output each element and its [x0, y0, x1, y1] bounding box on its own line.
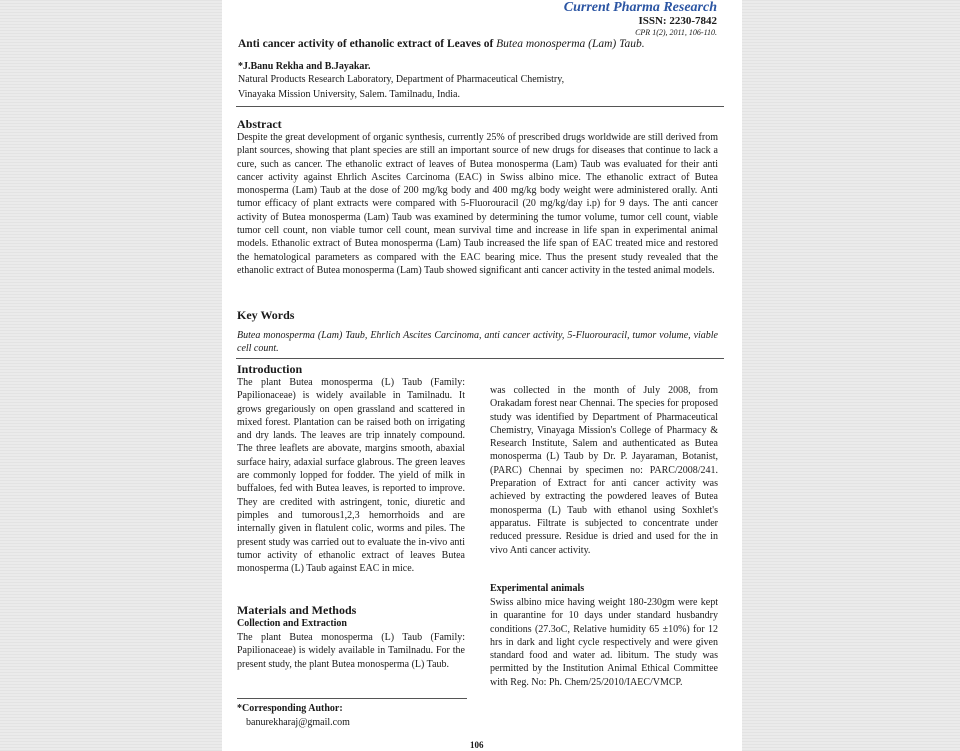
- journal-name: Current Pharma Research: [563, 0, 717, 15]
- keywords-heading: Key Words: [237, 308, 295, 322]
- paper-title: Anti cancer activity of ethanolic extract of Leaves of Butea monosperma (Lam) Taub.: [238, 38, 645, 50]
- collection-text-continued: was collected in the month of July 2008, from Orakadam forest near Chennai. The species for proposed study was identified by Department of Pharmaceutical Chemistry, Vinayaga Mission's College of Pharmacy & Research Institute, Salem and authenticated as Butea monosperma (L) Taub by Dr. P. Jayaraman, Botanist, (PARC) Chennai by specimen no: PARC/2008/241. Preparation of Extract for anti cancer activity was achieved by extracting the powdered leaves of Butea monosperma (L) Taub with ethanol using Soxhlet's apparatus. Filtrate is subjected to concentrate under reduced pressure. Residue is dried and used for the in vivo Anti cancer activity.: [490, 385, 718, 556]
- abstract-heading: Abstract: [237, 117, 282, 131]
- citation: CPR 1(2), 2011, 106-110.: [635, 28, 717, 37]
- corresponding-label: *Corresponding Author:: [237, 703, 343, 714]
- divider: [236, 106, 724, 107]
- collection-text: The plant Butea monosperma (L) Taub (Family: Papilionaceae) is widely available in Tamilnadu. For the present study, the plant Butea monosperma (L) Taub.: [237, 632, 465, 670]
- collection-subheading: Collection and Extraction: [237, 618, 347, 629]
- affiliation-line-2: Vinayaka Mission University, Salem. Tamilnadu, India.: [238, 89, 460, 100]
- authors: *J.Banu Rekha and B.Jayakar.: [238, 61, 371, 72]
- corresponding-email[interactable]: banurekharaj@gmail.com: [246, 717, 350, 728]
- page-number: 106: [470, 740, 484, 750]
- divider: [236, 358, 724, 359]
- keywords-text: Butea monosperma (Lam) Taub, Ehrlich Ascites Carcinoma, anti cancer activity, 5-Fluorouracil, tumor volume, viable cell count.: [237, 330, 718, 355]
- introduction-heading: Introduction: [237, 362, 303, 376]
- affiliation-line-1: Natural Products Research Laboratory, Department of Pharmaceutical Chemistry,: [238, 74, 565, 85]
- abstract-text: Despite the great development of organic synthesis, currently 25% of prescribed drugs worldwide are still derived from plant sources, showing that plant species are still an important source of new drugs for diseases that continue to lack a cure, such as cancer. The ethanolic extract of leaves of Butea monosperma (Lam) Taub was evaluated for their anti cancer activity against Ehrlich Ascites Carcinoma (EAC) in Swiss albino mice. The ethanolic extract of Butea monosperma (Lam) Taub at the dose of 200 mg/kg body and 400 mg/kg body weight were administered orally. Anti tumor efficacy of plant extracts were compared with 5-Fluorouracil (20 mg/kg/day i.p) for 9 days. The anti cancer activity of Butea monosperma (Lam) Taub was examined by determining the tumor volume, tumor cell count, viable tumor cell count, non viable tumor cell count, mean survival time and increase in life span in experimental animal models. Ethanolic extract of Butea monosperma (Lam) Taub increased the life span of EAC treated mice and restored the hematological parameters as compared with the EAC bearing mice. Thus the present study revealed that the ethanolic extract of Butea monosperma (Lam) Taub showed significant anti cancer activity in the tested animal models.: [237, 132, 718, 276]
- issn: ISSN: 2230-7842: [638, 15, 717, 27]
- animals-subheading: Experimental animals: [490, 583, 585, 594]
- introduction-text: The plant Butea monosperma (L) Taub (Family: Papilionaceae) is widely available in Tamilnadu. It grows gregariously on open grassland and scattered in mixed forest. Plantation can be raised both on irrigating and dry lands. The leaves are trip innately compound. The three leaflets are abovate, margins smooth, abaxial surface hairy, adaxial surface glabrous. The green leaves are commonly lopped for fodder. The yield of milk in buffaloes, fed with Butea leaves, is reported to improve. They are credited with astringent, tonic, diuretic and pimples and tumorous1,2,3 hemorrhoids and are internally given in flatulent colic, worms and piles. The present study was carried out to evaluate the in-vivo anti tumor activity of ethanolic extract of leaves Butea monosperma (L) Taub against EAC in mice.: [237, 377, 465, 575]
- animals-text: Swiss albino mice having weight 180-230gm were kept in quarantine for 10 days under standard husbandry conditions (27.3oC, Relative humidity 65 ±10%) for 12 hrs in dark and light cycle respectively and were given standard food and water ad. libitum. The study was permitted by the Institution Animal Ethical Committee with Reg. No: Ph. Chem/25/2010/IAEC/VMCP.: [490, 597, 718, 688]
- methods-heading: Materials and Methods: [237, 603, 357, 617]
- footnote-divider: [237, 698, 467, 699]
